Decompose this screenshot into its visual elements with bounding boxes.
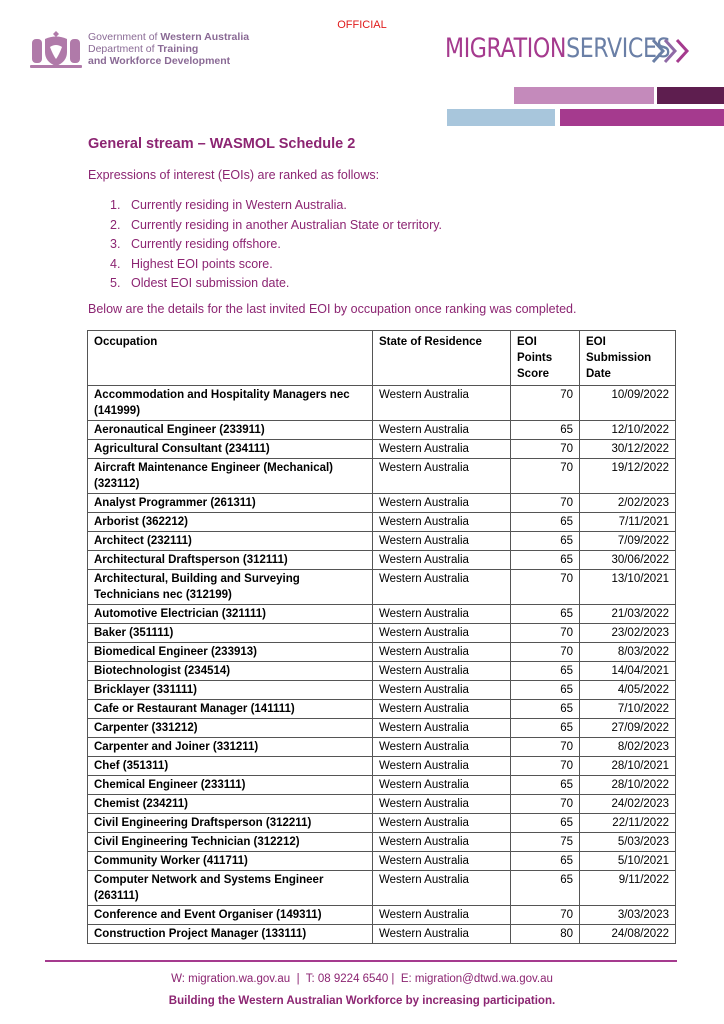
- list-item: 1. Currently residing in Western Australia.: [110, 198, 347, 212]
- table-row: [88, 833, 676, 852]
- cell-points: 65: [511, 551, 580, 570]
- cell-points: 70: [511, 386, 580, 421]
- table-row: [88, 605, 676, 624]
- table-row: [88, 513, 676, 532]
- cell-state: Western Australia: [373, 532, 511, 551]
- table-row: [88, 494, 676, 513]
- cell-occupation: Architectural, Building and Surveying Technicians nec (312199): [88, 570, 373, 605]
- cell-date: 24/08/2022: [580, 925, 676, 944]
- cell-date: 8/03/2022: [580, 643, 676, 662]
- cell-state: Western Australia: [373, 386, 511, 421]
- table-row: [88, 700, 676, 719]
- bar-dark-purple: [657, 87, 724, 104]
- cell-occupation: Chemist (234211): [88, 795, 373, 814]
- cell-occupation: Conference and Event Organiser (149311): [88, 906, 373, 925]
- gov-line2-prefix: Department of: [88, 43, 158, 55]
- cell-state: Western Australia: [373, 906, 511, 925]
- cell-state: Western Australia: [373, 459, 511, 494]
- cell-occupation: Civil Engineering Technician (312212): [88, 833, 373, 852]
- table-row: [88, 643, 676, 662]
- cell-occupation: Carpenter (331212): [88, 719, 373, 738]
- cell-points: 70: [511, 624, 580, 643]
- header-points: EOI Points Score: [511, 331, 580, 386]
- cell-occupation: Bricklayer (331111): [88, 681, 373, 700]
- cell-state: Western Australia: [373, 700, 511, 719]
- table-row: [88, 852, 676, 871]
- coat-of-arms-icon: [28, 27, 84, 71]
- ranking-list: [110, 196, 442, 294]
- cell-occupation: Community Worker (411711): [88, 852, 373, 871]
- cell-occupation: Aircraft Maintenance Engineer (Mechanical) (323112): [88, 459, 373, 494]
- cell-state: Western Australia: [373, 738, 511, 757]
- table-row: [88, 814, 676, 833]
- cell-occupation: Agricultural Consultant (234111): [88, 440, 373, 459]
- gov-line1-bold: Western Australia: [160, 31, 250, 43]
- logo-part-migration: MIGRATION: [445, 33, 567, 64]
- list-item: 5. Oldest EOI submission date.: [110, 276, 290, 290]
- cell-occupation: Automotive Electrician (321111): [88, 605, 373, 624]
- cell-state: Western Australia: [373, 513, 511, 532]
- cell-date: 7/09/2022: [580, 532, 676, 551]
- logo-part-services: SERVICES: [566, 33, 671, 64]
- cell-date: 28/10/2022: [580, 776, 676, 795]
- cell-date: 23/02/2023: [580, 624, 676, 643]
- cell-state: Western Australia: [373, 719, 511, 738]
- cell-date: 5/03/2023: [580, 833, 676, 852]
- section-heading: General stream – WASMOL Schedule 2: [88, 136, 356, 152]
- cell-occupation: Chef (351311): [88, 757, 373, 776]
- cell-state: Western Australia: [373, 681, 511, 700]
- table-row: [88, 570, 676, 605]
- header-state: State of Residence: [373, 331, 511, 386]
- cell-date: 30/12/2022: [580, 440, 676, 459]
- header-date: EOI Submission Date: [580, 331, 676, 386]
- list-item: 3. Currently residing offshore.: [110, 237, 281, 251]
- migration-services-logo: [445, 33, 720, 64]
- eoi-table: [87, 330, 676, 944]
- cell-points: 70: [511, 906, 580, 925]
- cell-date: 21/03/2022: [580, 605, 676, 624]
- gov-line3: and Workforce Development: [88, 55, 231, 67]
- cell-state: Western Australia: [373, 662, 511, 681]
- bar-light-purple: [514, 87, 654, 104]
- cell-occupation: Architect (232111): [88, 532, 373, 551]
- table-row: [88, 738, 676, 757]
- cell-occupation: Baker (351111): [88, 624, 373, 643]
- cell-points: 70: [511, 738, 580, 757]
- table-row: [88, 459, 676, 494]
- cell-date: 12/10/2022: [580, 421, 676, 440]
- cell-points: 70: [511, 643, 580, 662]
- cell-occupation: Civil Engineering Draftsperson (312211): [88, 814, 373, 833]
- cell-date: 4/05/2022: [580, 681, 676, 700]
- cell-occupation: Biomedical Engineer (233913): [88, 643, 373, 662]
- cell-state: Western Australia: [373, 757, 511, 776]
- footer-divider: [45, 960, 677, 962]
- cell-date: 24/02/2023: [580, 795, 676, 814]
- chevron-arrows-icon: [650, 37, 696, 65]
- ranking-intro: Expressions of interest (EOIs) are ranked as follows:: [88, 168, 380, 182]
- cell-date: 22/11/2022: [580, 814, 676, 833]
- cell-points: 65: [511, 681, 580, 700]
- cell-points: 65: [511, 776, 580, 795]
- cell-state: Western Australia: [373, 551, 511, 570]
- table-row: [88, 776, 676, 795]
- cell-state: Western Australia: [373, 570, 511, 605]
- cell-date: 2/02/2023: [580, 494, 676, 513]
- table-row: [88, 624, 676, 643]
- cell-occupation: Construction Project Manager (133111): [88, 925, 373, 944]
- table-header-row: [88, 331, 676, 386]
- cell-state: Western Australia: [373, 494, 511, 513]
- cell-state: Western Australia: [373, 605, 511, 624]
- footer-contact: W: migration.wa.gov.au | T: 08 9224 6540 | E: migration@dtwd.wa.gov.au: [171, 973, 553, 985]
- cell-date: 14/04/2021: [580, 662, 676, 681]
- cell-occupation: Arborist (362212): [88, 513, 373, 532]
- bar-light-blue: [447, 109, 555, 126]
- cell-date: 7/11/2021: [580, 513, 676, 532]
- cell-points: 65: [511, 700, 580, 719]
- cell-points: 65: [511, 532, 580, 551]
- cell-occupation: Computer Network and Systems Engineer (263111): [88, 871, 373, 906]
- cell-points: 70: [511, 570, 580, 605]
- table-row: [88, 440, 676, 459]
- cell-occupation: Biotechnologist (234514): [88, 662, 373, 681]
- table-row: [88, 662, 676, 681]
- cell-points: 65: [511, 662, 580, 681]
- gov-line2-bold: Training: [157, 43, 199, 55]
- bar-magenta: [560, 109, 724, 126]
- table-row: [88, 719, 676, 738]
- cell-state: Western Australia: [373, 925, 511, 944]
- table-row: [88, 421, 676, 440]
- gov-line1-prefix: Government of: [88, 31, 161, 43]
- table-row: [88, 925, 676, 944]
- cell-points: 75: [511, 833, 580, 852]
- government-logo: [28, 27, 249, 71]
- cell-points: 70: [511, 440, 580, 459]
- table-intro: Below are the details for the last invited EOI by occupation once ranking was completed.: [88, 302, 577, 316]
- cell-date: 30/06/2022: [580, 551, 676, 570]
- cell-occupation: Carpenter and Joiner (331211): [88, 738, 373, 757]
- cell-occupation: Chemical Engineer (233111): [88, 776, 373, 795]
- cell-points: 70: [511, 459, 580, 494]
- table-row: [88, 795, 676, 814]
- list-item: 2. Currently residing in another Australian State or territory.: [110, 217, 443, 232]
- table-row: [88, 681, 676, 700]
- table-row: [88, 757, 676, 776]
- cell-points: 65: [511, 814, 580, 833]
- table-row: [88, 906, 676, 925]
- cell-date: 5/10/2021: [580, 852, 676, 871]
- cell-occupation: Architectural Draftsperson (312111): [88, 551, 373, 570]
- cell-date: 3/03/2023: [580, 906, 676, 925]
- cell-occupation: Accommodation and Hospitality Managers nec (141999): [88, 386, 373, 421]
- cell-date: 7/10/2022: [580, 700, 676, 719]
- cell-state: Western Australia: [373, 795, 511, 814]
- cell-state: Western Australia: [373, 624, 511, 643]
- cell-state: Western Australia: [373, 776, 511, 795]
- cell-points: 80: [511, 925, 580, 944]
- classification-label: OFFICIAL: [337, 19, 387, 31]
- table-row: [88, 532, 676, 551]
- cell-state: Western Australia: [373, 421, 511, 440]
- cell-date: 13/10/2021: [580, 570, 676, 605]
- cell-state: Western Australia: [373, 852, 511, 871]
- cell-points: 65: [511, 852, 580, 871]
- cell-state: Western Australia: [373, 814, 511, 833]
- cell-points: 65: [511, 605, 580, 624]
- cell-points: 65: [511, 719, 580, 738]
- cell-occupation: Aeronautical Engineer (233911): [88, 421, 373, 440]
- cell-state: Western Australia: [373, 833, 511, 852]
- header-occupation: Occupation: [88, 331, 373, 386]
- table-body: [88, 386, 676, 944]
- cell-date: 9/11/2022: [580, 871, 676, 906]
- cell-points: 65: [511, 871, 580, 906]
- cell-points: 65: [511, 421, 580, 440]
- cell-occupation: Analyst Programmer (261311): [88, 494, 373, 513]
- cell-date: 10/09/2022: [580, 386, 676, 421]
- cell-occupation: Cafe or Restaurant Manager (141111): [88, 700, 373, 719]
- cell-points: 70: [511, 494, 580, 513]
- table-row: [88, 871, 676, 906]
- cell-date: 19/12/2022: [580, 459, 676, 494]
- table-row: [88, 386, 676, 421]
- cell-date: 8/02/2023: [580, 738, 676, 757]
- footer-tagline: Building the Western Australian Workforce by increasing participation.: [168, 995, 556, 1007]
- table-row: [88, 551, 676, 570]
- cell-points: 70: [511, 757, 580, 776]
- cell-date: 28/10/2021: [580, 757, 676, 776]
- cell-state: Western Australia: [373, 643, 511, 662]
- cell-points: 70: [511, 795, 580, 814]
- cell-state: Western Australia: [373, 871, 511, 906]
- list-item: 4. Highest EOI points score.: [110, 256, 273, 271]
- cell-date: 27/09/2022: [580, 719, 676, 738]
- cell-points: 65: [511, 513, 580, 532]
- cell-state: Western Australia: [373, 440, 511, 459]
